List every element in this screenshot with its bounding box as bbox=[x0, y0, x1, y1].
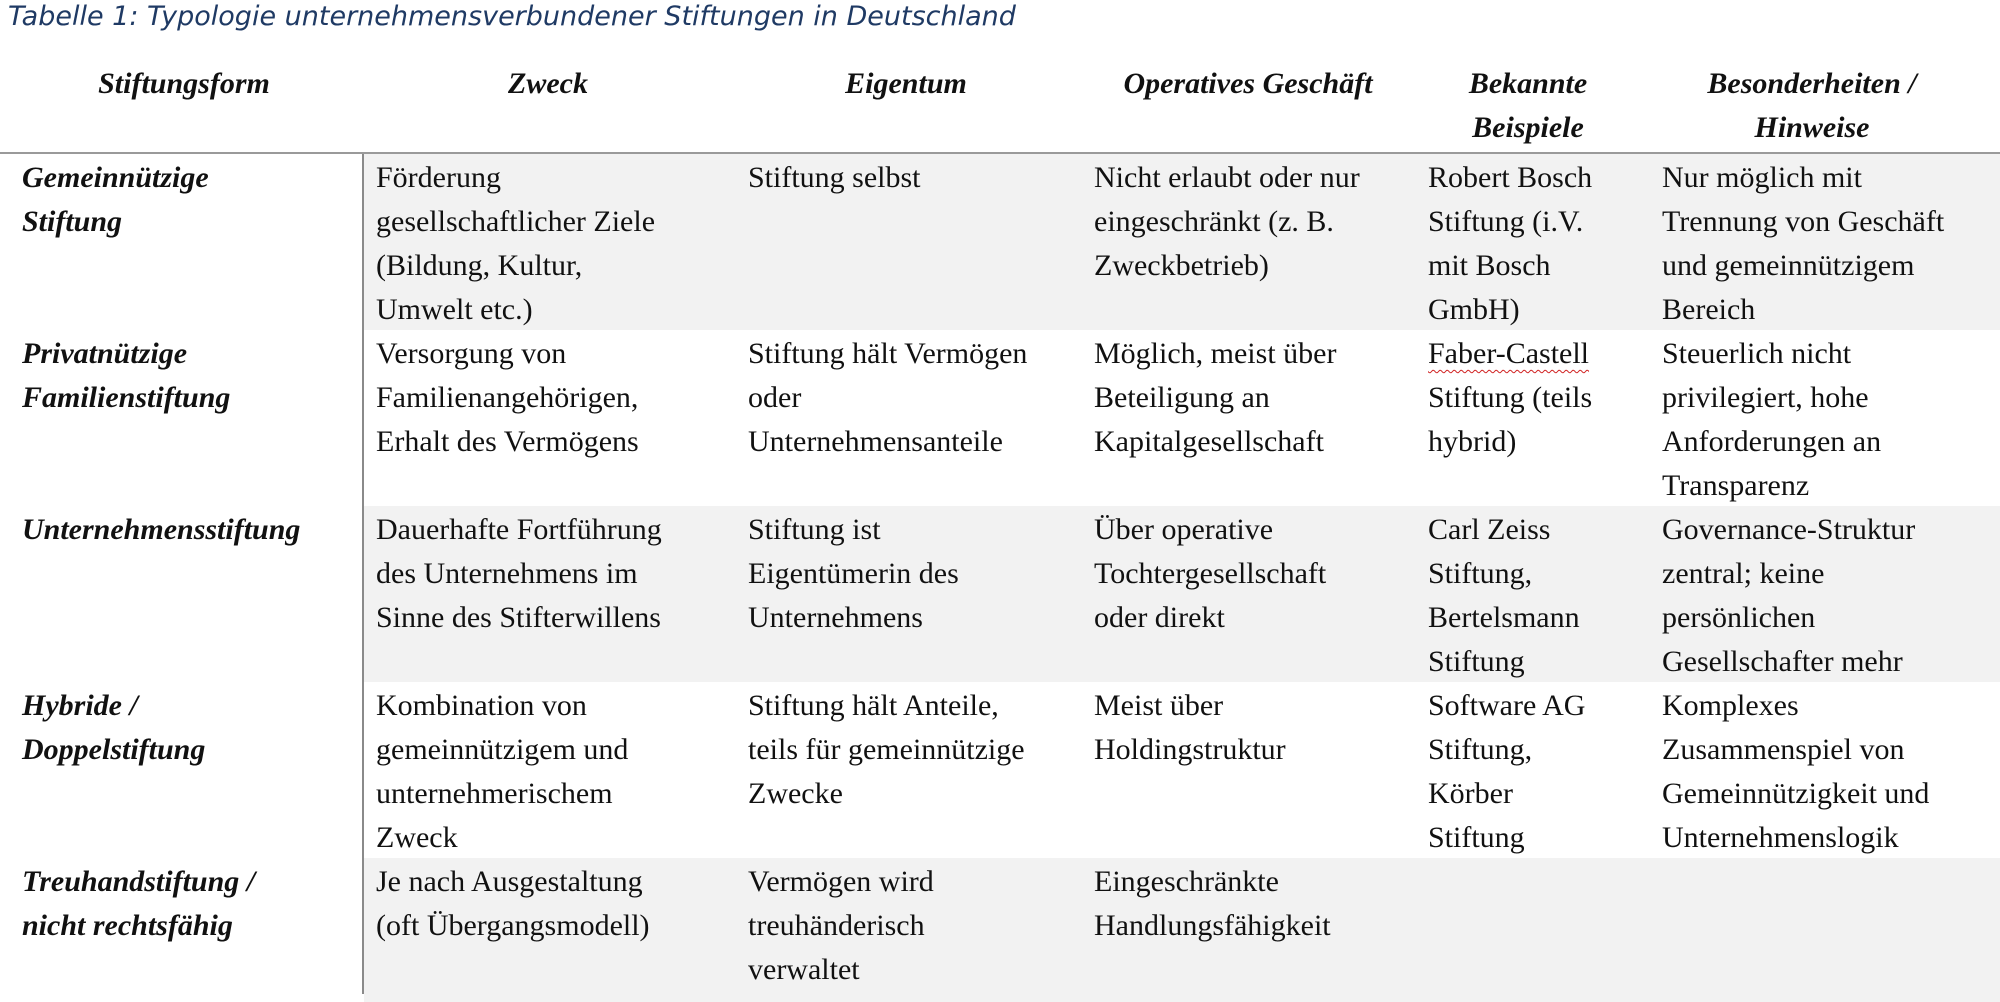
cell-line: Unternehmensanteile bbox=[748, 425, 1003, 458]
header-line: Beispiele bbox=[1472, 111, 1584, 144]
cell-line: Eingeschränkte bbox=[1094, 865, 1279, 898]
cell-zweck bbox=[364, 858, 736, 1002]
cell-line: Doppelstiftung bbox=[22, 733, 206, 766]
cell-eigentum bbox=[736, 682, 1082, 858]
cell-line: (Bildung, Kultur, bbox=[376, 249, 583, 282]
cell-line: Trennung von Geschäft bbox=[1662, 205, 1945, 238]
cell-line: hybrid) bbox=[1428, 425, 1517, 458]
cell-line: Stiftung hält Anteile, bbox=[748, 689, 999, 722]
cell-line: Stiftung ist bbox=[748, 513, 881, 546]
cell-line: Über operative bbox=[1094, 513, 1274, 546]
header-line: Besonderheiten / bbox=[1707, 67, 1917, 100]
cell-line: teils für gemeinnützige bbox=[748, 733, 1025, 766]
cell-line: Privatnützige bbox=[22, 337, 188, 370]
cell-line: Stiftung selbst bbox=[748, 161, 921, 194]
cell-bekannte-beispiele bbox=[1416, 858, 1650, 1002]
header-stiftungsform bbox=[14, 62, 354, 106]
cell-line: Familienstiftung bbox=[22, 381, 231, 414]
cell-stiftungsform bbox=[0, 506, 362, 682]
cell-line: Je nach Ausgestaltung bbox=[376, 865, 643, 898]
cell-operatives-geschaeft bbox=[1082, 330, 1416, 506]
cell-line: Stiftung, bbox=[1428, 733, 1533, 766]
cell-bekannte-beispiele bbox=[1416, 154, 1650, 330]
table-caption: Tabelle 1: Typologie unternehmensverbundener Stiftungen in Deutschland bbox=[8, 1, 1016, 32]
cell-stiftungsform bbox=[0, 858, 362, 1002]
header-eigentum bbox=[736, 62, 1076, 106]
cell-line: Eigentümerin des bbox=[748, 557, 959, 590]
cell-line: Möglich, meist über bbox=[1094, 337, 1337, 370]
cell-line: Kapitalgesellschaft bbox=[1094, 425, 1324, 458]
cell-line: verwaltet bbox=[748, 953, 860, 986]
header-line: Operatives Geschäft bbox=[1123, 67, 1373, 100]
cell-line: Stiftung bbox=[1428, 645, 1525, 678]
cell-line: Stiftung bbox=[22, 205, 123, 238]
header-besonderheiten bbox=[1642, 62, 1982, 150]
cell-zweck bbox=[364, 682, 736, 858]
cell-stiftungsform bbox=[0, 330, 362, 506]
cell-line: Stiftung (i.V. bbox=[1428, 205, 1584, 238]
cell-line bbox=[1428, 332, 1650, 376]
cell-line: Unternehmensstiftung bbox=[22, 513, 301, 546]
cell-line: unternehmerischem bbox=[376, 777, 613, 810]
cell-line: Transparenz bbox=[1662, 469, 1810, 502]
cell-line: Tochtergesellschaft bbox=[1094, 557, 1327, 590]
table-header-row bbox=[0, 58, 2000, 154]
cell-line: Erhalt des Vermögens bbox=[376, 425, 639, 458]
cell-stiftungsform bbox=[0, 682, 362, 858]
cell-besonderheiten bbox=[1650, 330, 2000, 506]
cell-line: Stiftung (teils bbox=[1428, 381, 1593, 414]
cell-line: Bertelsmann bbox=[1428, 601, 1580, 634]
cell-stiftungsform bbox=[0, 154, 362, 330]
cell-line: Unternehmens bbox=[748, 601, 923, 634]
cell-line: Stiftung hält Vermögen bbox=[748, 337, 1028, 370]
spellcheck-underline: Faber-Castell bbox=[1428, 337, 1590, 370]
header-line: Stiftungsform bbox=[98, 67, 270, 100]
cell-line: nicht rechtsfähig bbox=[22, 909, 233, 942]
cell-besonderheiten bbox=[1650, 154, 2000, 330]
cell-line: oder direkt bbox=[1094, 601, 1225, 634]
cell-eigentum bbox=[736, 506, 1082, 682]
table-row bbox=[0, 330, 2000, 506]
cell-line: Komplexes bbox=[1662, 689, 1799, 722]
cell-besonderheiten bbox=[1650, 506, 2000, 682]
stiftungen-table bbox=[0, 58, 2000, 1002]
cell-besonderheiten bbox=[1650, 858, 2000, 1002]
cell-line: Hybride / bbox=[22, 689, 138, 722]
cell-line: persönlichen bbox=[1662, 601, 1816, 634]
cell-line: Unternehmenslogik bbox=[1662, 821, 1899, 854]
cell-operatives-geschaeft bbox=[1082, 506, 1416, 682]
cell-operatives-geschaeft bbox=[1082, 682, 1416, 858]
cell-line: Förderung bbox=[376, 161, 501, 194]
cell-line: Umwelt etc.) bbox=[376, 293, 533, 326]
cell-line: Nicht erlaubt oder nur bbox=[1094, 161, 1360, 194]
cell-bekannte-beispiele bbox=[1416, 682, 1650, 858]
cell-line: gesellschaftlicher Ziele bbox=[376, 205, 656, 238]
header-line: Eigentum bbox=[845, 67, 967, 100]
cell-besonderheiten bbox=[1650, 682, 2000, 858]
header-zweck bbox=[378, 62, 718, 106]
cell-line: Nur möglich mit bbox=[1662, 161, 1862, 194]
cell-line: Robert Bosch bbox=[1428, 161, 1593, 194]
cell-line: Zweck bbox=[376, 821, 458, 854]
cell-line: (oft Übergangsmodell) bbox=[376, 909, 650, 942]
cell-line: mit Bosch bbox=[1428, 249, 1551, 282]
first-column-divider bbox=[362, 154, 364, 994]
cell-line: Zwecke bbox=[748, 777, 843, 810]
cell-line: Versorgung von bbox=[376, 337, 567, 370]
cell-line: Zusammenspiel von bbox=[1662, 733, 1905, 766]
table-row bbox=[0, 154, 2000, 330]
cell-bekannte-beispiele bbox=[1416, 330, 1650, 506]
cell-eigentum bbox=[736, 858, 1082, 1002]
cell-line: Zweckbetrieb) bbox=[1094, 249, 1269, 282]
table-row bbox=[0, 858, 2000, 1002]
cell-line: gemeinnützigem und bbox=[376, 733, 629, 766]
cell-line: Körber bbox=[1428, 777, 1513, 810]
cell-line: Dauerhafte Fortführung bbox=[376, 513, 662, 546]
cell-line: und gemeinnützigem bbox=[1662, 249, 1915, 282]
header-line: Zweck bbox=[508, 67, 588, 100]
table-row bbox=[0, 506, 2000, 682]
cell-eigentum bbox=[736, 330, 1082, 506]
cell-line: Vermögen wird bbox=[748, 865, 934, 898]
cell-line: des Unternehmens im bbox=[376, 557, 638, 590]
cell-line: Steuerlich nicht bbox=[1662, 337, 1852, 370]
header-line: Hinweise bbox=[1754, 111, 1870, 144]
cell-line: zentral; keine bbox=[1662, 557, 1825, 590]
cell-line: Meist über bbox=[1094, 689, 1224, 722]
table-body bbox=[0, 154, 2000, 1002]
table-row bbox=[0, 682, 2000, 858]
cell-eigentum bbox=[736, 154, 1082, 330]
cell-line: privilegiert, hohe bbox=[1662, 381, 1869, 414]
cell-operatives-geschaeft bbox=[1082, 154, 1416, 330]
cell-line: Gesellschafter mehr bbox=[1662, 645, 1903, 678]
cell-zweck bbox=[364, 154, 736, 330]
cell-line: Gemeinnützigkeit und bbox=[1662, 777, 1930, 810]
cell-line: Stiftung bbox=[1428, 821, 1525, 854]
cell-operatives-geschaeft bbox=[1082, 858, 1416, 1002]
cell-line: eingeschränkt (z. B. bbox=[1094, 205, 1334, 238]
cell-line: Stiftung, bbox=[1428, 557, 1533, 590]
cell-bekannte-beispiele bbox=[1416, 506, 1650, 682]
cell-line: Holdingstruktur bbox=[1094, 733, 1286, 766]
cell-line: Gemeinnützige bbox=[22, 161, 209, 194]
cell-line: Governance-Struktur bbox=[1662, 513, 1916, 546]
cell-zweck bbox=[364, 506, 736, 682]
cell-line: Software AG bbox=[1428, 689, 1586, 722]
cell-line: Treuhandstiftung / bbox=[22, 865, 256, 898]
cell-line: Bereich bbox=[1662, 293, 1756, 326]
cell-line: Beteiligung an bbox=[1094, 381, 1270, 414]
cell-line: GmbH) bbox=[1428, 293, 1520, 326]
cell-line: Handlungsfähigkeit bbox=[1094, 909, 1331, 942]
cell-line: oder bbox=[748, 381, 802, 414]
cell-line: Familienangehörigen, bbox=[376, 381, 639, 414]
cell-line: Kombination von bbox=[376, 689, 587, 722]
cell-line: Anforderungen an bbox=[1662, 425, 1882, 458]
cell-line: treuhänderisch bbox=[748, 909, 925, 942]
header-line: Bekannte bbox=[1468, 67, 1588, 100]
cell-line: Carl Zeiss bbox=[1428, 513, 1551, 546]
cell-line: Sinne des Stifterwillens bbox=[376, 601, 661, 634]
cell-zweck bbox=[364, 330, 736, 506]
